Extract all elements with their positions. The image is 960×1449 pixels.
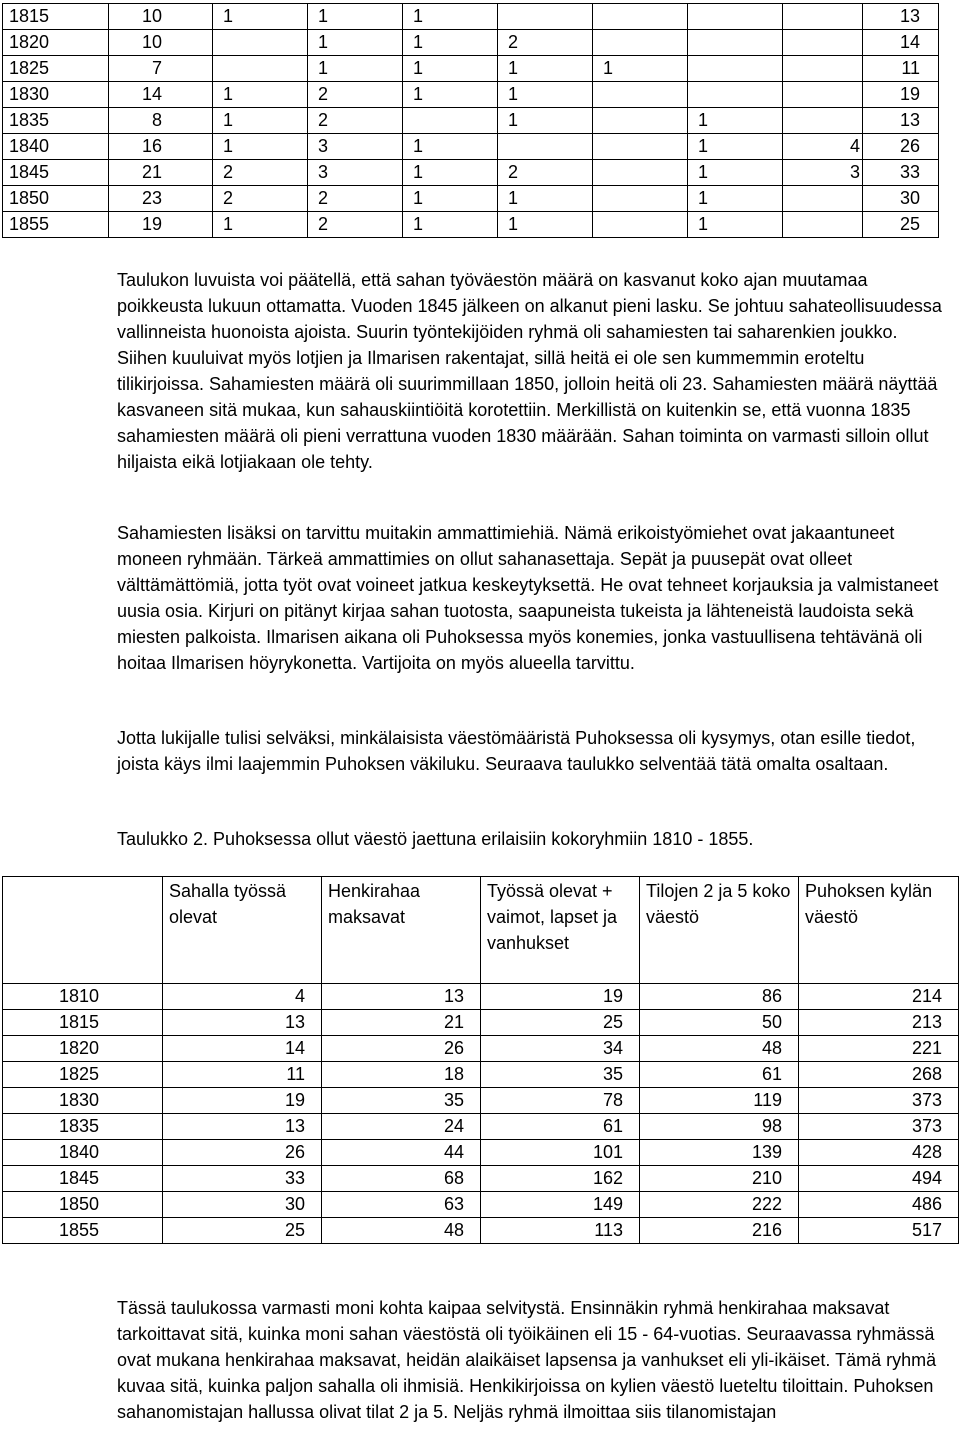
- paragraph-specialists: Sahamiesten lisäksi on tarvittu muitakin ammattimiehiä. Nämä erikoistyömiehet ovat jakaantuneet moneen ryhmään. Tärkeä ammattimies on ollut sahanasettaja. Sepät ja puusepät ovat olleet välttämättömiä, jotta työt ovat voineet jatkua keskeytyksettä. He ovat tehneet korjauksia ja valmistaneet uusia osia. Kirjuri on pitänyt kirjaa sahan tuotosta, saapuneista tukeista ja lähteneistä laudoista sekä miesten palkoista. Ilmarisen aikana oli Puhoksessa myös konemies, jonka vastuullisena tehtävänä oli hoitaa Ilmarisen höyrykonetta. Vartijoita on myös alueella tarvittu.: [117, 523, 939, 673]
- table-row: [3, 4, 939, 30]
- year-cell: 1840: [3, 1140, 163, 1166]
- table-cell: 50: [640, 1010, 799, 1036]
- table-cell: 162: [481, 1166, 640, 1192]
- column-header: Puhoksen kylän väestö: [799, 877, 959, 984]
- table-cell: 1815: [3, 4, 109, 30]
- table-cell: 210: [640, 1166, 799, 1192]
- table-cell: 1: [593, 56, 688, 82]
- table-cell: 44: [322, 1140, 481, 1166]
- table-cell: 13: [163, 1114, 322, 1140]
- table-cell: 24: [322, 1114, 481, 1140]
- year-cell: 1815: [3, 1010, 163, 1036]
- table-row: [3, 1218, 959, 1244]
- table-cell: 98: [640, 1114, 799, 1140]
- table-cell: [783, 82, 863, 108]
- table-cell: 221: [799, 1036, 959, 1062]
- table-cell: 3: [783, 160, 863, 186]
- table-cell: 35: [322, 1088, 481, 1114]
- table-cell: 1: [403, 82, 498, 108]
- table-cell: [498, 4, 593, 30]
- table-cell: 1: [498, 186, 593, 212]
- table-cell: 19: [163, 1088, 322, 1114]
- table-cell: 1820: [3, 30, 109, 56]
- table-cell: 1840: [3, 134, 109, 160]
- paragraph-table-explanation: Tässä taulukossa varmasti moni kohta kaipaa selvitystä. Ensinnäkin ryhmä henkirahaa maksavat tarkoittavat sitä, kuinka moni sahan väestöstä oli työikäinen eli 15 - 64-vuotias. Seuraavassa ryhmässä ovat mukana henkirahaa maksavat, heidän alaikäiset lapsensa ja vanhukset eli yli-ikäiset. Tämä ryhmä kuvaa sitä, kuinka paljon sahalla oli ihmisiä. Henkikirjoissa on kylien väestö lueteltu tiloittain. Puhoksen sahanomistajan hallussa olivat tilat 2 ja 5. Neljäs ryhmä ilmoittaa siis tilanomistajan: [117, 1298, 937, 1422]
- year-cell: 1825: [3, 1062, 163, 1088]
- table-row: [3, 134, 939, 160]
- table-row: [3, 30, 939, 56]
- table-cell: 86: [640, 984, 799, 1010]
- table-cell: 2: [308, 186, 403, 212]
- table-cell: [593, 108, 688, 134]
- table-row: [3, 186, 939, 212]
- table-cell: [783, 212, 863, 238]
- paragraph-workforce-analysis: Taulukon luvuista voi päätellä, että sahan työväestön määrä on kasvanut koko ajan muutamaa poikkeusta lukuun ottamatta. Vuoden 1845 jälkeen on alkanut pieni lasku. Se johtuu sahateollisuudessa vallinneista huonoista ajoista. Suurin työntekijöiden ryhmä oli sahamiesten tai saharenkien joukko. Siihen kuuluivat myös lotjien ja Ilmarisen rakentajat, sillä heitä ei ole sen kummemmin eroteltu tilikirjoissa. Sahamiesten määrä oli suurimmillaan 1850, jolloin heitä oli 23. Sahamiesten määrä näyttää kasvaneen sitä mukaa, kun sahauskiintiöitä korotettiin. Merkillistä on kuitenkin se, että vuonna 1835 sahamiesten määrä oli pieni verrattuna vuoden 1830 määrään. Sahan toiminta on varmasti silloin ollut hiljaista eikä lotjiakaan ole tehty.: [117, 270, 942, 472]
- table-cell: 25: [863, 212, 939, 238]
- table-row: [3, 1062, 959, 1088]
- table-cell: 30: [863, 186, 939, 212]
- table-cell: 428: [799, 1140, 959, 1166]
- table-cell: 1: [498, 108, 593, 134]
- table-cell: 1: [403, 160, 498, 186]
- table-cell: 1835: [3, 108, 109, 134]
- table-cell: 1: [213, 82, 308, 108]
- table-cell: 149: [481, 1192, 640, 1218]
- table-row: [3, 1166, 959, 1192]
- table-row: [3, 1036, 959, 1062]
- table-cell: 517: [799, 1218, 959, 1244]
- table-cell: [688, 82, 783, 108]
- table-row: [3, 984, 959, 1010]
- table-cell: 1830: [3, 82, 109, 108]
- table-cell: [213, 30, 308, 56]
- table-cell: 1: [403, 212, 498, 238]
- table-cell: 8: [109, 108, 213, 134]
- table-cell: 13: [322, 984, 481, 1010]
- year-cell: 1835: [3, 1114, 163, 1140]
- table-row: [3, 1114, 959, 1140]
- table-cell: [783, 186, 863, 212]
- table-cell: 494: [799, 1166, 959, 1192]
- column-header: Työssä olevat + vaimot, lapset ja vanhukset: [481, 877, 640, 984]
- table-cell: [783, 4, 863, 30]
- table-cell: [213, 56, 308, 82]
- table-2-caption: Taulukko 2. Puhoksessa ollut väestö jaettuna erilaisiin kokoryhmiin 1810 - 1855.: [117, 829, 754, 849]
- table-cell: 14: [109, 82, 213, 108]
- table-cell: 26: [322, 1036, 481, 1062]
- table-cell: 1: [498, 82, 593, 108]
- table-cell: [403, 108, 498, 134]
- table-cell: 1825: [3, 56, 109, 82]
- table-cell: 216: [640, 1218, 799, 1244]
- table-cell: [688, 4, 783, 30]
- table-cell: 1845: [3, 160, 109, 186]
- year-cell: 1820: [3, 1036, 163, 1062]
- table-cell: 3: [308, 160, 403, 186]
- table-row: [3, 160, 939, 186]
- year-cell: 1850: [3, 1192, 163, 1218]
- table-cell: 23: [109, 186, 213, 212]
- table-cell: [593, 30, 688, 56]
- table-cell: [688, 56, 783, 82]
- table-cell: 373: [799, 1088, 959, 1114]
- year-cell: 1830: [3, 1088, 163, 1114]
- table-cell: 7: [109, 56, 213, 82]
- table-cell: [783, 108, 863, 134]
- year-cell: 1855: [3, 1218, 163, 1244]
- population-table-1: [2, 3, 939, 238]
- table-cell: 21: [322, 1010, 481, 1036]
- column-header: Sahalla työssä olevat: [163, 877, 322, 984]
- table-cell: 1: [308, 56, 403, 82]
- table-cell: [498, 134, 593, 160]
- table-cell: 1: [688, 186, 783, 212]
- table-cell: 33: [863, 160, 939, 186]
- table-cell: 13: [163, 1010, 322, 1036]
- table-cell: 1: [498, 212, 593, 238]
- table-cell: 1: [308, 30, 403, 56]
- table-cell: 4: [163, 984, 322, 1010]
- table-cell: 25: [481, 1010, 640, 1036]
- population-table-2: [2, 876, 959, 1244]
- table-cell: [593, 4, 688, 30]
- year-cell: 1845: [3, 1166, 163, 1192]
- table-cell: 139: [640, 1140, 799, 1166]
- table-cell: 68: [322, 1166, 481, 1192]
- table-cell: 213: [799, 1010, 959, 1036]
- table-cell: 13: [863, 4, 939, 30]
- table-row: [3, 1140, 959, 1166]
- table-cell: 1: [403, 30, 498, 56]
- column-header: [3, 877, 163, 984]
- table-cell: 2: [308, 212, 403, 238]
- table-cell: 16: [109, 134, 213, 160]
- table-cell: 1850: [3, 186, 109, 212]
- table-row: [3, 1088, 959, 1114]
- table-cell: 61: [640, 1062, 799, 1088]
- table-cell: 1: [688, 134, 783, 160]
- table-cell: 35: [481, 1062, 640, 1088]
- table-cell: 14: [863, 30, 939, 56]
- table-cell: 61: [481, 1114, 640, 1140]
- table-cell: 486: [799, 1192, 959, 1218]
- table-cell: 2: [308, 108, 403, 134]
- table-row: [3, 82, 939, 108]
- table-cell: 214: [799, 984, 959, 1010]
- table-cell: 101: [481, 1140, 640, 1166]
- table-cell: 2: [308, 82, 403, 108]
- table-cell: 222: [640, 1192, 799, 1218]
- table-cell: 48: [640, 1036, 799, 1062]
- table-cell: 18: [322, 1062, 481, 1088]
- table-cell: 1855: [3, 212, 109, 238]
- table-cell: [783, 30, 863, 56]
- table-cell: 1: [308, 4, 403, 30]
- table-cell: [593, 212, 688, 238]
- column-header: Tilojen 2 ja 5 koko väestö: [640, 877, 799, 984]
- table-cell: 268: [799, 1062, 959, 1088]
- table-cell: 19: [109, 212, 213, 238]
- table-cell: 11: [863, 56, 939, 82]
- table-cell: 1: [213, 212, 308, 238]
- table-cell: 11: [163, 1062, 322, 1088]
- year-cell: 1810: [3, 984, 163, 1010]
- table-cell: 1: [403, 186, 498, 212]
- table-cell: [593, 160, 688, 186]
- table-cell: 10: [109, 30, 213, 56]
- table-cell: 26: [163, 1140, 322, 1166]
- table-cell: 48: [322, 1218, 481, 1244]
- table-cell: 2: [213, 186, 308, 212]
- table-row: [3, 108, 939, 134]
- table-row: [3, 56, 939, 82]
- table-cell: 10: [109, 4, 213, 30]
- table-cell: 2: [213, 160, 308, 186]
- table-cell: [593, 186, 688, 212]
- table-cell: 2: [498, 160, 593, 186]
- table-cell: 1: [688, 108, 783, 134]
- table-cell: 19: [863, 82, 939, 108]
- table-cell: 26: [863, 134, 939, 160]
- table-cell: 2: [498, 30, 593, 56]
- table-cell: 1: [498, 56, 593, 82]
- table-cell: 113: [481, 1218, 640, 1244]
- table-row: [3, 212, 939, 238]
- table-cell: 1: [688, 212, 783, 238]
- table-cell: 25: [163, 1218, 322, 1244]
- table-cell: 33: [163, 1166, 322, 1192]
- table-cell: [783, 56, 863, 82]
- table-cell: 1: [403, 134, 498, 160]
- table-cell: 1: [688, 160, 783, 186]
- table-cell: 1: [403, 4, 498, 30]
- table-cell: 19: [481, 984, 640, 1010]
- table-row: [3, 1010, 959, 1036]
- table-row: [3, 1192, 959, 1218]
- column-header: Henkirahaa maksavat: [322, 877, 481, 984]
- paragraph-population-intro: Jotta lukijalle tulisi selväksi, minkälaisista väestömääristä Puhoksessa oli kysymys, otan esille tiedot, joista käys ilmi laajemmin Puhoksen väkiluku. Seuraava taulukko selventää tätä omalta osaltaan.: [117, 728, 916, 774]
- table-cell: 21: [109, 160, 213, 186]
- table-cell: 4: [783, 134, 863, 160]
- table-cell: 34: [481, 1036, 640, 1062]
- table-cell: 63: [322, 1192, 481, 1218]
- table-cell: 1: [213, 134, 308, 160]
- table-cell: 30: [163, 1192, 322, 1218]
- table-cell: 78: [481, 1088, 640, 1114]
- table-cell: 13: [863, 108, 939, 134]
- table-cell: [593, 82, 688, 108]
- table-cell: 1: [403, 56, 498, 82]
- table-cell: [593, 134, 688, 160]
- table-cell: 1: [213, 108, 308, 134]
- table-cell: [688, 30, 783, 56]
- table-cell: 3: [308, 134, 403, 160]
- table-cell: 373: [799, 1114, 959, 1140]
- table-cell: 119: [640, 1088, 799, 1114]
- table-cell: 1: [213, 4, 308, 30]
- table-cell: 14: [163, 1036, 322, 1062]
